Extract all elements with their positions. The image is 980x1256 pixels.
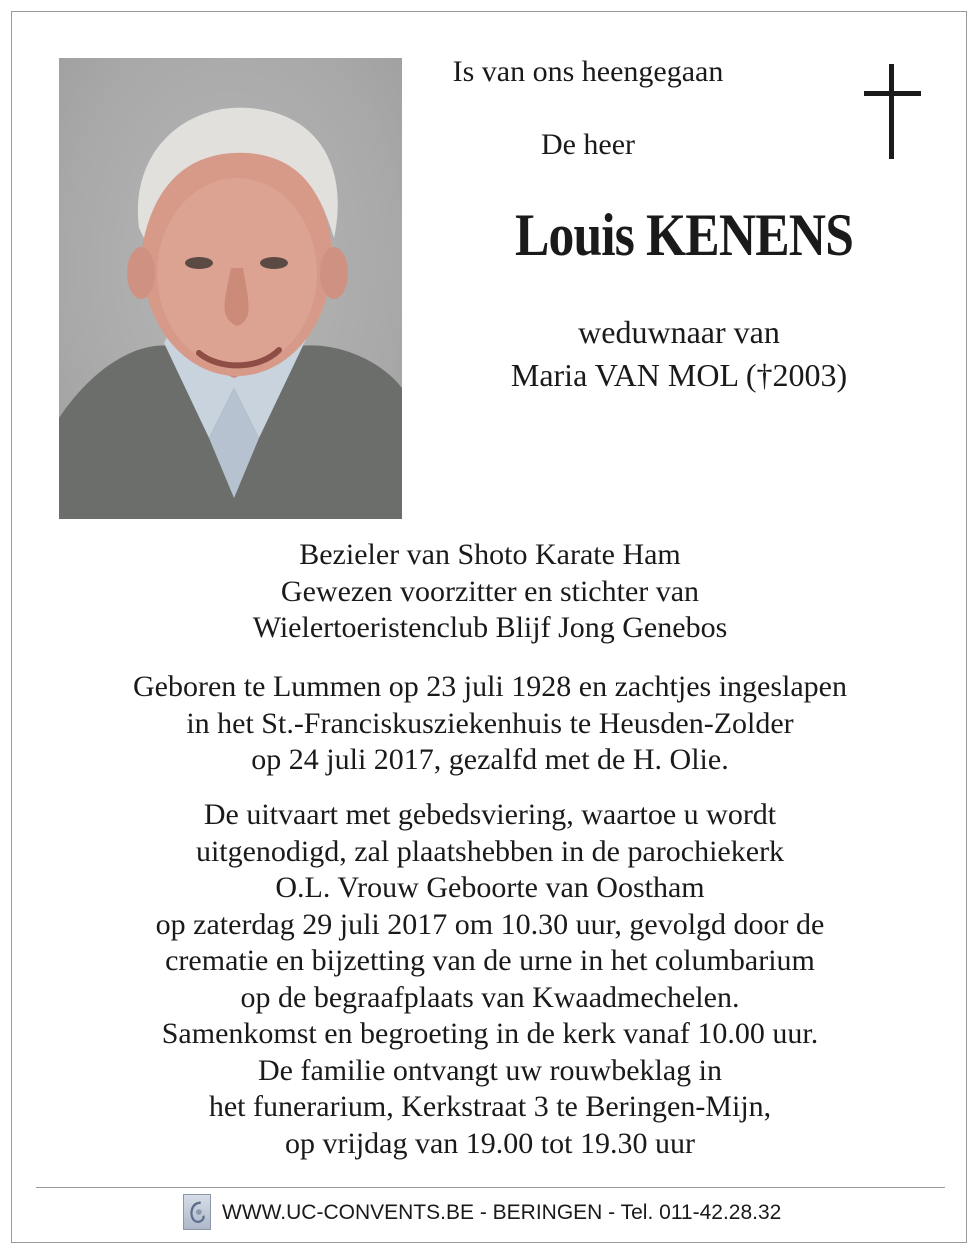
roles-block bbox=[30, 537, 950, 647]
funeral-line: op de begraafplaats van Kwaadmechelen. bbox=[240, 980, 740, 1014]
funeral-line: op zaterdag 29 juli 2017 om 10.30 uur, gevolgd door de bbox=[155, 907, 825, 941]
roles-line: Bezieler van Shoto Karate Ham bbox=[299, 538, 681, 571]
funeral-line: De familie ontvangt uw rouwbeklag in bbox=[257, 1053, 723, 1087]
title-line: De heer bbox=[540, 128, 636, 161]
roles-line: Wielertoeristenclub Blijf Jong Genebos bbox=[252, 611, 728, 644]
spouse-name: Maria VAN MOL (†2003) bbox=[510, 357, 848, 393]
roles-line: Gewezen voorzitter en stichter van bbox=[280, 574, 700, 608]
funeral-line: O.L. Vrouw Geboorte van Oostham bbox=[275, 871, 705, 904]
funeral-line: uitgenodigd, zal plaatshebben in de parochiekerk bbox=[195, 834, 785, 868]
spouse-prefix: weduwnaar van bbox=[578, 314, 780, 350]
portrait-photo bbox=[59, 58, 402, 519]
life-block bbox=[30, 669, 950, 779]
funeral-line: Samenkomst en begroeting in de kerk vanaf 10.00 uur. bbox=[161, 1017, 819, 1050]
funeral-line: De uitvaart met gebedsviering, waartoe u wordt bbox=[203, 798, 777, 831]
funeral-line: crematie en bijzetting van de urne in het columbarium bbox=[165, 944, 815, 977]
cross-icon bbox=[864, 64, 921, 159]
life-line: in het St.-Franciskusziekenhuis te Heusden-Zolder bbox=[186, 706, 794, 740]
deceased-name: Louis KENENS bbox=[514, 202, 854, 268]
funeral-block bbox=[30, 797, 950, 1162]
funeral-line: het funerarium, Kerkstraat 3 te Beringen-Mijn, bbox=[208, 1090, 772, 1123]
life-line: op 24 juli 2017, gezalfd met de H. Olie. bbox=[251, 743, 729, 776]
footer-contact: WWW.UC-CONVENTS.BE - BERINGEN - Tel. 011-42.28.32 bbox=[222, 1201, 782, 1224]
life-line: Geboren te Lummen op 23 juli 1928 en zachtjes ingeslapen bbox=[133, 670, 847, 703]
footer-divider bbox=[36, 1187, 945, 1188]
uc-convents-logo-icon bbox=[183, 1194, 211, 1230]
funeral-line: op vrijdag van 19.00 tot 19.30 uur bbox=[285, 1126, 695, 1160]
intro-line: Is van ons heengegaan bbox=[452, 55, 724, 88]
